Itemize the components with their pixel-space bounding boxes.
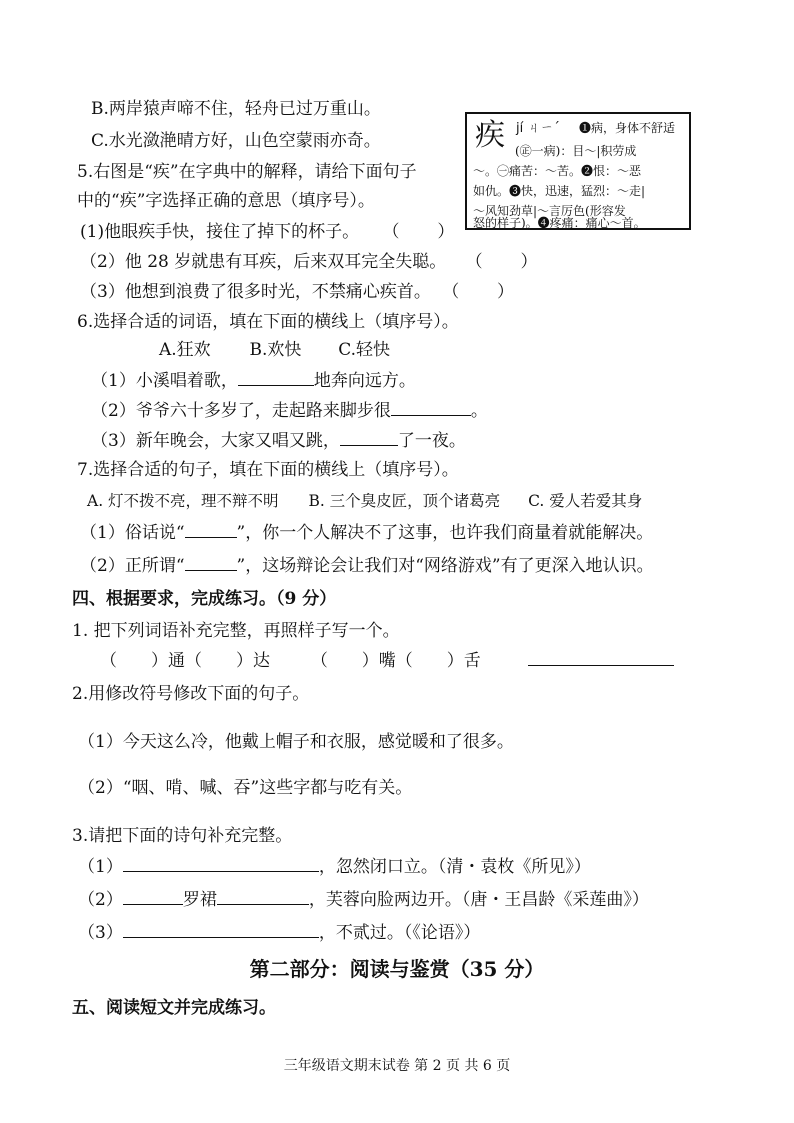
section-4-q2-item-1: （1）今天这么冷，他戴上帽子和衣服，感觉暖和了很多。 xyxy=(78,732,514,752)
word-fill-1[interactable]: （ ）通（ ）达 xyxy=(100,651,270,671)
q6-item-3-prefix: （3）新年晚会，大家又唱又跳， xyxy=(91,431,340,451)
section-4-q1-words xyxy=(100,649,674,672)
poem-line-3-blank[interactable] xyxy=(123,921,319,938)
q7-option-c: C. 爱人若爱其身 xyxy=(528,492,643,510)
q7-item-2 xyxy=(80,554,654,577)
q6-item-3 xyxy=(91,429,466,452)
dictionary-line-2: (㊣一病)：目～|积劳成 xyxy=(515,144,637,158)
section-4-q2: 2.用修改符号修改下面的句子。 xyxy=(72,684,310,704)
q6-option-c: C.轻快 xyxy=(338,340,391,360)
q7-option-a: A. 灯不拨不亮，理不辩不明 xyxy=(87,492,279,510)
word-fill-2[interactable]: （ ）嘴（ ）舌 xyxy=(310,651,481,671)
section-5-title: 五、阅读短文并完成练习。 xyxy=(72,998,276,1018)
poem-line-2-blank-1[interactable] xyxy=(123,888,183,905)
q5-item-2-text: （2）他 28 岁就患有耳疾，后来双耳完全失聪。 xyxy=(80,252,447,272)
section-4-q2-item-2: （2）“咽、啃、喊、吞”这些字都与吃有关。 xyxy=(78,778,413,798)
q7-item-1 xyxy=(80,521,653,544)
q7-option-b: B. 三个臭皮匠，顶个诸葛亮 xyxy=(308,492,501,510)
poem-line-1 xyxy=(78,855,591,878)
q5-item-2 xyxy=(80,251,538,273)
q7-item-1-prefix: （1）俗话说“ xyxy=(80,523,185,543)
q5-answer-paren-1[interactable]: （ ） xyxy=(382,222,455,242)
q6-item-1-blank[interactable] xyxy=(238,369,314,386)
q6-item-2-prefix: （2）爷爷六十多岁了，走起路来脚步很 xyxy=(91,401,391,421)
q7-stem: 7.选择合适的句子，填在下面的横线上（填序号）。 xyxy=(77,460,459,480)
poem-line-3-suffix: ，不贰过。（《论语》） xyxy=(318,923,481,943)
q5-item-3 xyxy=(80,281,514,303)
q6-item-1-suffix: 地奔向远方。 xyxy=(313,371,416,391)
q5-stem-2: 中的“疾”字选择正确的意思（填序号）。 xyxy=(77,191,375,211)
poem-line-1-number: （1） xyxy=(78,857,123,877)
q5-stem-1: 5.右图是“疾”在字典中的解释，请给下面句子 xyxy=(77,162,417,182)
q6-options xyxy=(159,339,390,361)
q6-item-1 xyxy=(91,369,416,392)
q6-stem: 6.选择合适的词语，填在下面的横线上（填序号）。 xyxy=(77,312,459,332)
q6-item-3-suffix: 了一夜。 xyxy=(397,431,466,451)
q7-options xyxy=(87,490,642,512)
q6-item-2 xyxy=(91,399,488,422)
q5-answer-paren-3[interactable]: （ ） xyxy=(442,282,515,302)
dictionary-entry-box xyxy=(465,112,691,230)
poem-line-3-number: （3） xyxy=(78,923,123,943)
q7-item-2-blank[interactable] xyxy=(185,554,237,571)
poem-line-1-suffix: ，忽然闭口立。（清・袁枚《所见》） xyxy=(318,857,591,877)
q5-item-1 xyxy=(80,221,454,243)
q6-item-2-suffix: 。 xyxy=(470,401,488,421)
q5-item-1-text: (1)他眼疾手快，接住了掉下的杯子。 xyxy=(80,222,360,242)
q4-option-c: C.水光潋滟晴方好，山色空蒙雨亦奇。 xyxy=(91,131,381,151)
word-fill-example-blank[interactable] xyxy=(528,649,674,666)
part-2-title: 第二部分：阅读与鉴赏（35 分） xyxy=(249,957,545,981)
q5-answer-paren-2[interactable]: （ ） xyxy=(465,252,538,272)
poem-line-3 xyxy=(78,921,480,944)
poem-line-2-mid: 罗裙 xyxy=(182,890,217,910)
page-footer: 三年级语文期末试卷 第 2 页 共 6 页 xyxy=(283,1058,511,1074)
dictionary-line-1: ❶病，身体不舒适 xyxy=(579,121,676,135)
poem-line-2-blank-2[interactable] xyxy=(217,888,309,905)
q7-item-1-blank[interactable] xyxy=(185,521,237,538)
q6-item-1-prefix: （1）小溪唱着歌， xyxy=(91,371,238,391)
poem-line-2-suffix: ，芙蓉向脸两边开。（唐・王昌龄《采莲曲》） xyxy=(308,890,649,910)
dictionary-line-4: 如仇。❸快，迅速，猛烈：～走| xyxy=(473,184,646,198)
dictionary-char: 疾 xyxy=(475,118,505,153)
dictionary-line-5: ～风知劲草|～言厉色(形容发 xyxy=(473,204,626,218)
q6-option-a: A.狂欢 xyxy=(159,340,211,360)
q4-option-b: B.两岸猿声啼不住，轻舟已过万重山。 xyxy=(91,99,381,119)
section-4-title: 四、根据要求，完成练习。（9 分） xyxy=(72,589,337,609)
q7-item-2-suffix: ”，这场辩论会让我们对“网络游戏”有了更深入地认识。 xyxy=(236,556,654,576)
q5-item-3-text: （3）他想到浪费了很多时光，不禁痛心疾首。 xyxy=(80,282,431,302)
section-4-q1: 1. 把下列词语补充完整，再照样子写一个。 xyxy=(72,621,400,641)
q6-item-2-blank[interactable] xyxy=(391,399,471,416)
poem-line-2 xyxy=(78,888,649,911)
dictionary-line-3: ～。㊀痛苦：～苦。❷恨：～恶 xyxy=(473,164,642,178)
dictionary-pinyin: jí ㄐㄧˊ xyxy=(516,121,560,136)
dictionary-line-6: 怒的样子)。❹疼痛：痛心～首。 xyxy=(473,216,646,230)
poem-line-2-number: （2） xyxy=(78,890,123,910)
poem-line-1-blank[interactable] xyxy=(123,855,319,872)
q6-item-3-blank[interactable] xyxy=(340,429,398,446)
q7-item-2-prefix: （2）正所谓“ xyxy=(80,556,185,576)
q6-option-b: B.欢快 xyxy=(249,340,302,360)
q7-item-1-suffix: ”，你一个人解决不了这事，也许我们商量着就能解决。 xyxy=(236,523,654,543)
section-4-q3: 3.请把下面的诗句补充完整。 xyxy=(72,826,293,846)
